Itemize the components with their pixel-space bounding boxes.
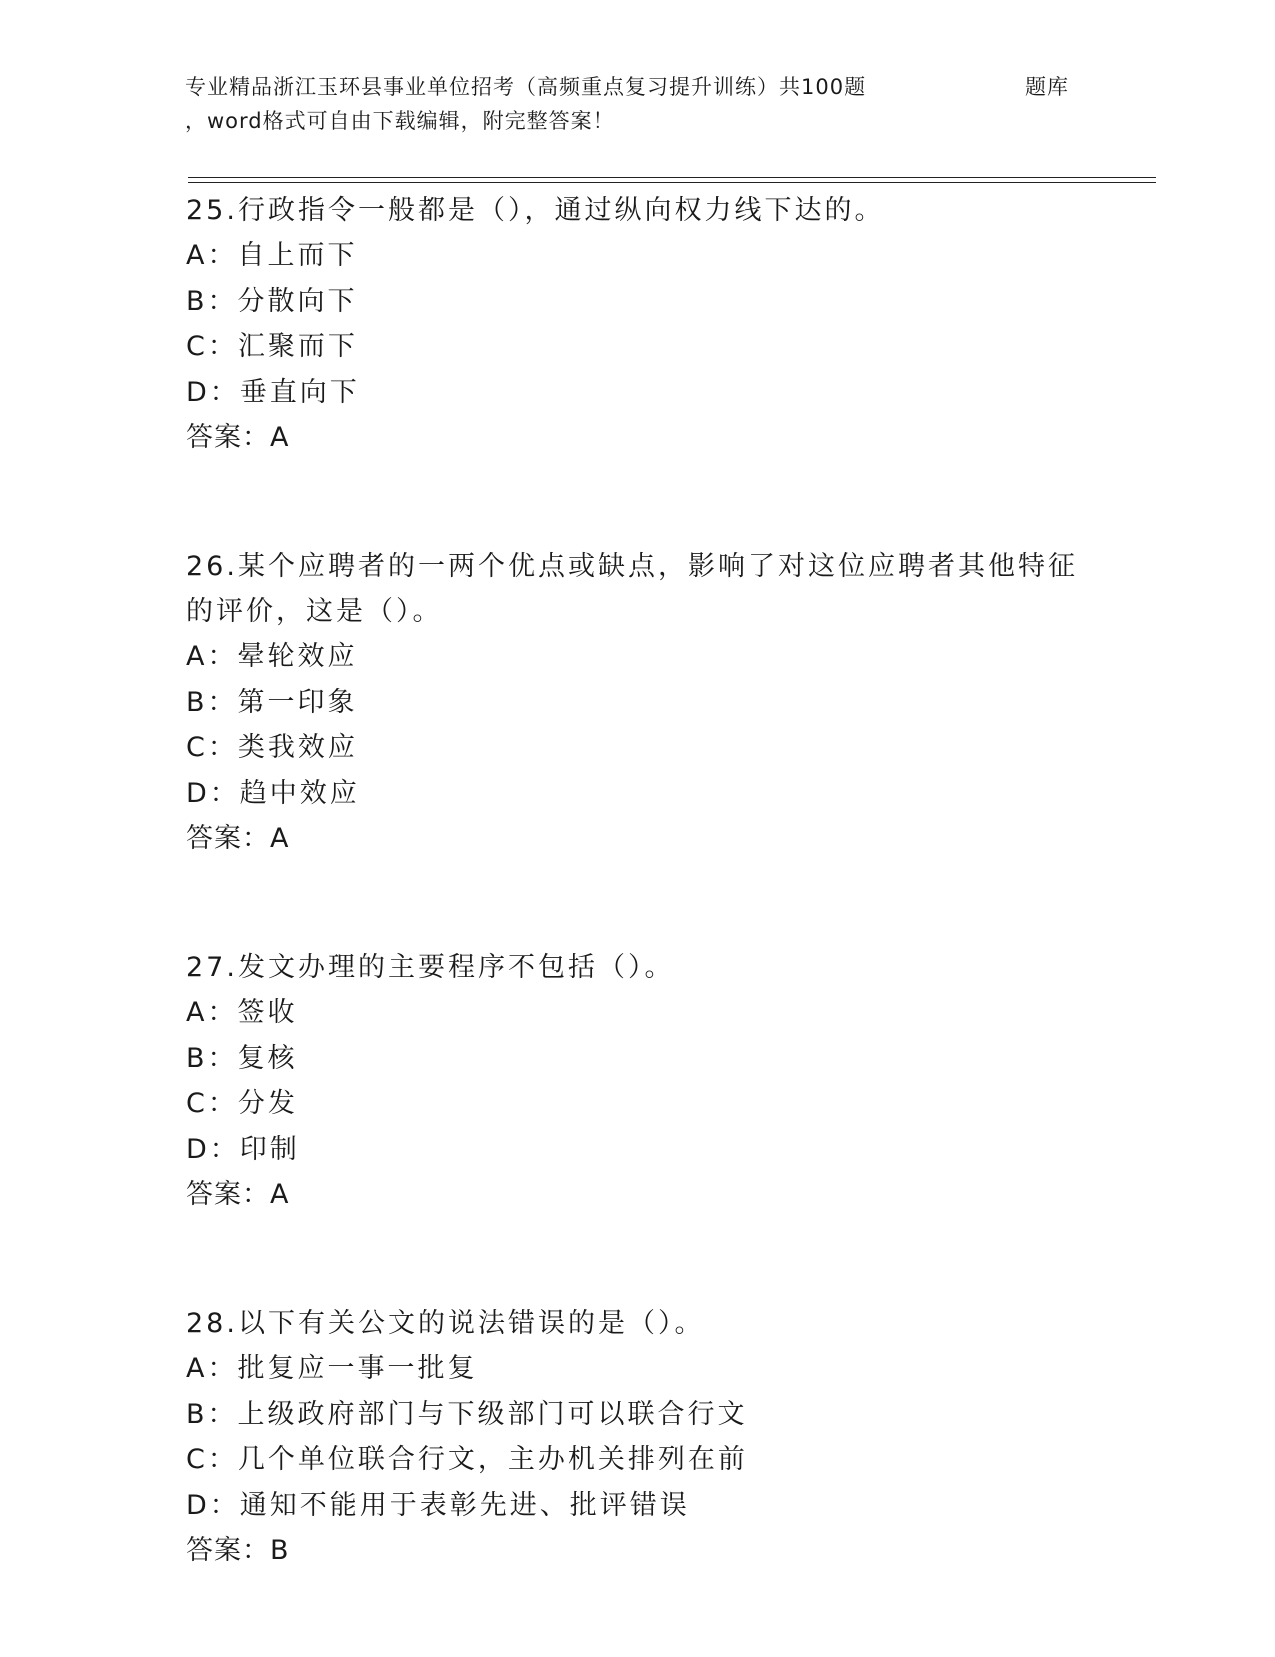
option-a: A：批复应一事一批复 [186, 1353, 478, 1384]
answer-label: 答案：A [186, 823, 290, 854]
answer-label: 答案：B [186, 1535, 290, 1566]
question-stem: 27.发文办理的主要程序不包括（）。 [186, 952, 675, 983]
option-c: C：分发 [186, 1088, 298, 1119]
option-d: D：通知不能用于表彰先进、批评错误 [186, 1489, 690, 1521]
question-item [186, 945, 1086, 1218]
option-a: A：晕轮效应 [186, 641, 358, 672]
answer-label: 答案：A [186, 422, 290, 453]
option-a: A：签收 [186, 997, 298, 1028]
header-subtitle: ，word格式可自由下载编辑，附完整答案！ [185, 109, 615, 133]
header-title: 专业精品浙江玉环县事业单位招考（高频重点复习提升训练）共100题 [185, 75, 867, 99]
option-b: B：上级政府部门与下级部门可以联合行文 [186, 1398, 748, 1430]
option-c: C：几个单位联合行文，主办机关排列在前 [186, 1444, 748, 1475]
option-b: B：复核 [186, 1042, 298, 1074]
header-title-line [185, 70, 1145, 104]
header-divider-top [188, 177, 1156, 178]
question-item [186, 544, 1086, 862]
option-d: D：印制 [186, 1133, 300, 1165]
option-b: B：分散向下 [186, 285, 358, 317]
question-stem: 28.以下有关公文的说法错误的是（）。 [186, 1308, 705, 1339]
document-header [185, 70, 1145, 138]
question-stem: 26.某个应聘者的一两个优点或缺点，影响了对这位应聘者其他特征的评价，这是（）。 [186, 551, 1078, 627]
option-c: C：类我效应 [186, 732, 358, 763]
answer-label: 答案：A [186, 1179, 290, 1210]
question-list [186, 188, 1086, 1657]
question-stem: 25.行政指令一般都是（），通过纵向权力线下达的。 [186, 195, 885, 226]
option-d: D：垂直向下 [186, 376, 360, 408]
option-b: B：第一印象 [186, 686, 358, 718]
option-a: A：自上而下 [186, 240, 358, 271]
question-item [186, 1301, 1086, 1574]
option-c: C：汇聚而下 [186, 331, 358, 362]
header-divider-bottom [188, 182, 1156, 183]
option-d: D：趋中效应 [186, 777, 360, 809]
question-item [186, 188, 1086, 461]
header-tag: 题库 [1025, 75, 1069, 99]
